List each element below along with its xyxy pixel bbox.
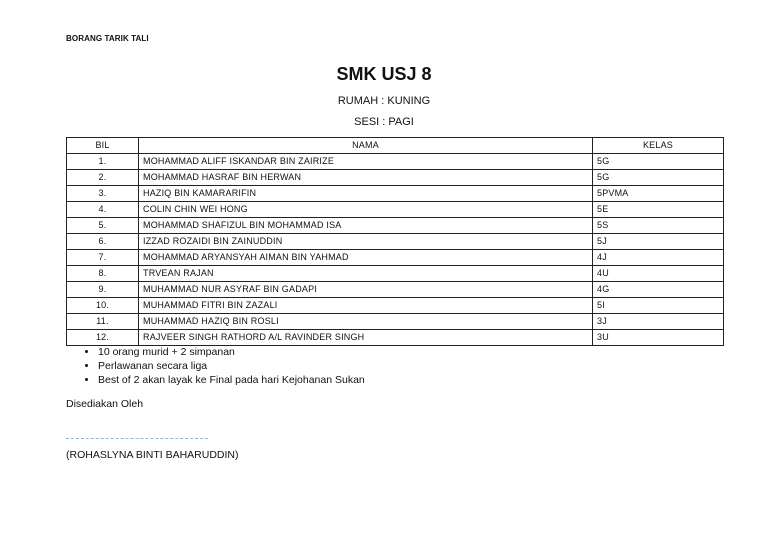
cell-bil: 8. (67, 266, 139, 282)
table-row (67, 170, 724, 186)
note-item: • 10 orang murid + 2 simpanan (98, 345, 365, 359)
cell-bil: 4. (67, 202, 139, 218)
table-row (67, 330, 724, 346)
cell-kelas: 3J (593, 314, 724, 330)
cell-bil: 10. (67, 298, 139, 314)
cell-bil: 6. (67, 234, 139, 250)
cell-kelas: 5I (593, 298, 724, 314)
cell-bil: 1. (67, 154, 139, 170)
cell-nama: MUHAMMAD FITRI BIN ZAZALI (139, 298, 593, 314)
cell-bil: 7. (67, 250, 139, 266)
cell-kelas: 4G (593, 282, 724, 298)
cell-nama: MOHAMMAD ARYANSYAH AIMAN BIN YAHMAD (139, 250, 593, 266)
table-row (67, 314, 724, 330)
note-item: • Perlawanan secara liga (98, 359, 365, 373)
notes-list (66, 345, 365, 387)
cell-nama: MOHAMMAD ALIFF ISKANDAR BIN ZAIRIZE (139, 154, 593, 170)
cell-bil: 12. (67, 330, 139, 346)
table-row (67, 154, 724, 170)
table-row (67, 234, 724, 250)
column-header-kelas: KELAS (593, 138, 724, 154)
note-item: • Best of 2 akan layak ke Final pada hari Kejohanan Sukan (98, 373, 365, 387)
cell-bil: 3. (67, 186, 139, 202)
cell-nama: MUHAMMAD NUR ASYRAF BIN GADAPI (139, 282, 593, 298)
prepared-by-label: Disediakan Oleh (66, 398, 144, 410)
cell-bil: 11. (67, 314, 139, 330)
roster-body (67, 154, 724, 346)
cell-kelas: 5S (593, 218, 724, 234)
table-header-row (67, 138, 724, 154)
table-row (67, 266, 724, 282)
cell-bil: 2. (67, 170, 139, 186)
roster-table (66, 137, 724, 346)
cell-nama: MOHAMMAD SHAFIZUL BIN MOHAMMAD ISA (139, 218, 593, 234)
column-header-nama: NAMA (139, 138, 593, 154)
cell-kelas: 3U (593, 330, 724, 346)
house-label: RUMAH : KUNING (337, 95, 431, 107)
cell-nama: MOHAMMAD HASRAF BIN HERWAN (139, 170, 593, 186)
cell-kelas: 5PVMA (593, 186, 724, 202)
cell-nama: IZZAD ROZAIDI BIN ZAINUDDIN (139, 234, 593, 250)
cell-nama: TRVEAN RAJAN (139, 266, 593, 282)
cell-kelas: 5G (593, 170, 724, 186)
column-header-bil: BIL (67, 138, 139, 154)
table-row (67, 250, 724, 266)
cell-nama: HAZIQ BIN KAMARARIFIN (139, 186, 593, 202)
cell-nama: COLIN CHIN WEI HONG (139, 202, 593, 218)
signature-line (66, 438, 208, 439)
table-row (67, 298, 724, 314)
cell-kelas: 5G (593, 154, 724, 170)
cell-nama: RAJVEER SINGH RATHORD A/L RAVINDER SINGH (139, 330, 593, 346)
cell-kelas: 4J (593, 250, 724, 266)
table-row (67, 282, 724, 298)
session-label: SESI : PAGI (354, 116, 414, 128)
school-title: SMK USJ 8 (336, 64, 432, 84)
cell-bil: 5. (67, 218, 139, 234)
table-row (67, 202, 724, 218)
cell-kelas: 5E (593, 202, 724, 218)
signer-name: (ROHASLYNA BINTI BAHARUDDIN) (66, 449, 239, 461)
cell-kelas: 5J (593, 234, 724, 250)
cell-kelas: 4U (593, 266, 724, 282)
table-row (67, 186, 724, 202)
cell-bil: 9. (67, 282, 139, 298)
form-header-label: BORANG TARIK TALI (66, 34, 149, 43)
cell-nama: MUHAMMAD HAZIQ BIN ROSLI (139, 314, 593, 330)
table-row (67, 218, 724, 234)
